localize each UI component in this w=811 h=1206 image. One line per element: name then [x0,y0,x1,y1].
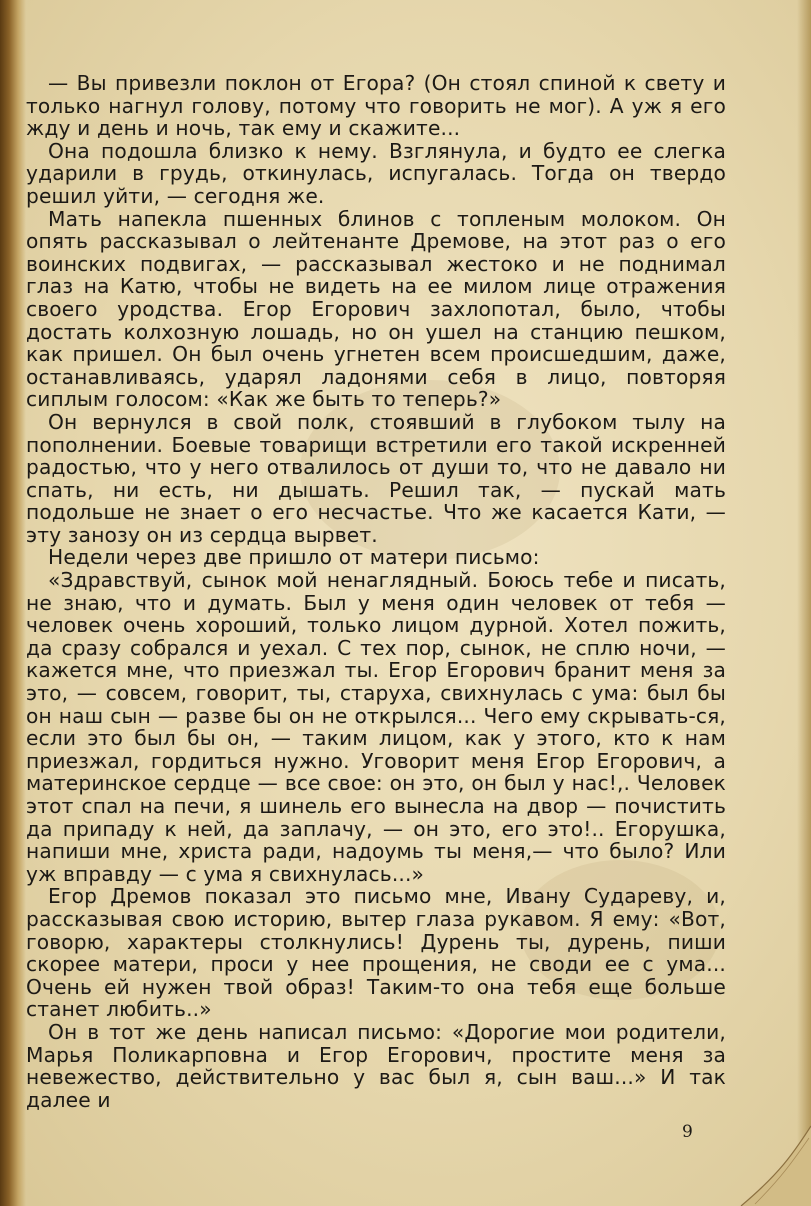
paragraph: Он вернулся в свой полк, стоявший в глубоком тылу на пополнении. Боевые товарищи встретили его такой искренней радостью, что у него отвалилось от души то, что не давало ни спать, ни есть, ни дышать. Решил так, — пускай мать подольше не знает о его несчастье. Что же касается Кати, — эту занозу он из сердца вырвет. [26,409,726,547]
page-corner-curl [721,1116,811,1206]
paragraph: Мать напекла пшенных блинов с топленым молоком. Он опять рассказывал о лейтенанте Дремове, на этот раз о его воинских подвигах, — рассказывал жестоко и не поднимал глаз на Катю, чтобы не видеть на ее милом лице отражения своего уродства. Егор Егорович захлопотал, было, чтобы достать колхозную лошадь, но он ушел на станцию пешком, как пришел. Он был очень угнетен всем происшедшим, даже, останавливаясь, ударял ладонями себя в лицо, повторяя сиплым голосом: «Как же быть то теперь?» [26,206,726,412]
paragraph: Он в тот же день написал письмо: «Дорогие мои родители, Марья Поликарповна и Егор Егорович, простите меня за невежество, действительно у вас был я, сын ваш...» И так далее и [26,1019,726,1112]
paragraph: Она подошла близко к нему. Взглянула, и будто ее слегка ударили в грудь, откинулась, испугалась. Тогда он твердо решил уйти, — сегодня же. [26,138,726,208]
page-number: 9 [682,1122,693,1142]
book-spine-shadow [0,0,26,1206]
paragraph: — Вы привезли поклон от Егора? (Он стоял спиной к свету и только нагнул голову, потому что говорить не мог). А уж я его жду и день и ночь, так ему и скажите... [26,71,726,141]
paragraph: Егор Дремов показал это письмо мне, Ивану Судареву, и, рассказывая свою историю, вытер глаза рукавом. Я ему: «Вот, говорю, характеры столкнулись! Дурень ты, дурень, пиши скорее матери, проси у нее прощения, не своди ее с ума... Очень ей нужен твой образ! Таким-то она тебя еще больше станет любить..» [26,884,726,1022]
letter-paragraph: «Здравствуй, сынок мой ненаглядный. Боюсь тебе и писать, не знаю, что и думать. Был у меня один человек от тебя — человек очень хороший, только лицом дурной. Хотел пожить, да сразу собрался и уехал. С тех пор, сынок, не сплю ночи, — кажется мне, что приезжал ты. Егор Егорович бранит меня за это, — совсем, говорит, ты, старуха, свихнулась с ума: был бы он наш сын — разве бы он не открылся... Чего ему скрывать-ся, если это был бы он, — таким лицом, как у этого, кто к нам приезжал, гордиться нужно. Уговорит меня Егор Егорович, а материнское сердце — все свое: он это, он был у нас!,. Человек этот спал на печи, я шинель его вынесла на двор — почистить да припаду к ней, да заплачу, — он это, его это!.. Егорушка, напиши мне, христа ради, надоумь ты меня,— что было? Или уж вправду — с ума я свихнулась...» [26,568,726,886]
page-edge [797,0,811,1206]
body-text [26,72,726,1111]
paragraph: Недели через две пришло от матери письмо: [48,545,540,570]
